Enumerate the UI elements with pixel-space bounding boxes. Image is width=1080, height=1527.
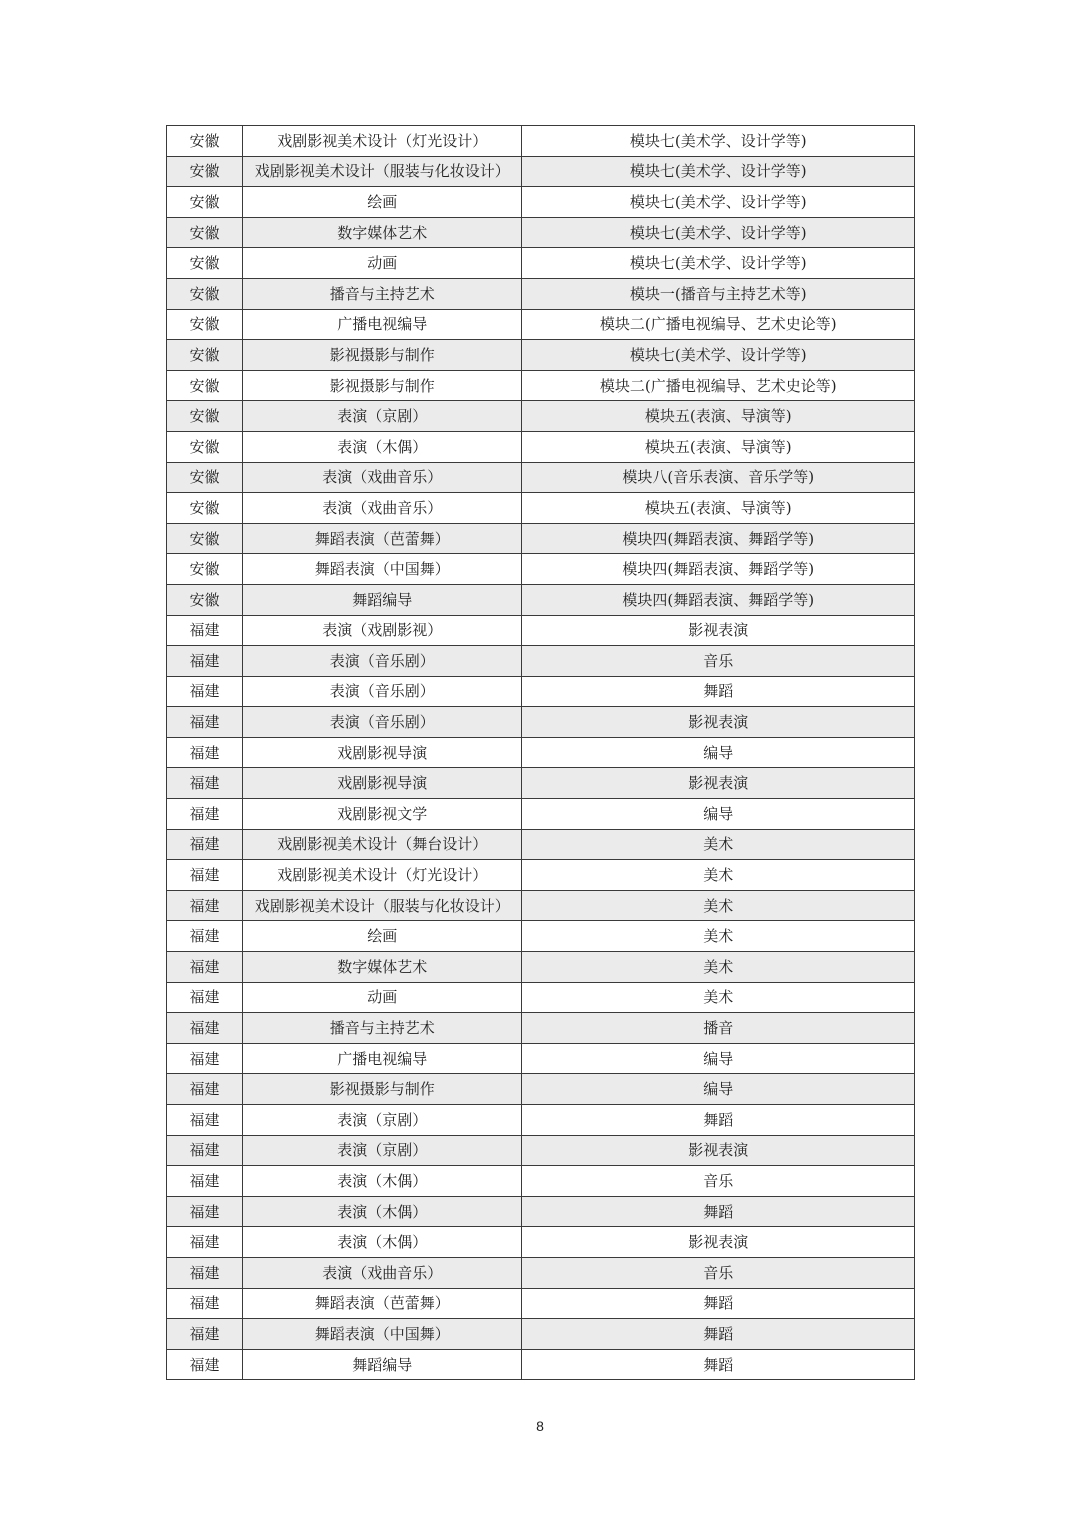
table-row (167, 1074, 915, 1105)
major-cell: 表演（音乐剧） (243, 707, 522, 738)
province-cell: 福建 (167, 829, 243, 860)
major-cell: 数字媒体艺术 (243, 217, 522, 248)
table-body (167, 126, 915, 1380)
subject-cell: 影视表演 (522, 615, 915, 646)
table-row (167, 1257, 915, 1288)
major-cell: 广播电视编导 (243, 1043, 522, 1074)
table-row (167, 523, 915, 554)
province-cell: 福建 (167, 615, 243, 646)
province-cell: 福建 (167, 676, 243, 707)
province-cell: 福建 (167, 1288, 243, 1319)
table-row (167, 615, 915, 646)
table-row (167, 278, 915, 309)
table-row (167, 1013, 915, 1044)
table-row (167, 401, 915, 432)
major-cell: 动画 (243, 248, 522, 279)
table-row (167, 1319, 915, 1350)
subject-cell: 美术 (522, 890, 915, 921)
major-cell: 戏剧影视导演 (243, 737, 522, 768)
province-cell: 安徽 (167, 309, 243, 340)
subject-cell: 舞蹈 (522, 1349, 915, 1380)
major-cell: 影视摄影与制作 (243, 1074, 522, 1105)
province-cell: 福建 (167, 1166, 243, 1197)
major-cell: 广播电视编导 (243, 309, 522, 340)
province-cell: 安徽 (167, 340, 243, 371)
major-cell: 表演（京剧） (243, 1135, 522, 1166)
province-cell: 安徽 (167, 126, 243, 157)
province-cell: 福建 (167, 768, 243, 799)
major-cell: 表演（音乐剧） (243, 676, 522, 707)
table-row (167, 952, 915, 983)
major-cell: 舞蹈表演（中国舞） (243, 554, 522, 585)
major-cell: 戏剧影视文学 (243, 799, 522, 830)
subject-cell: 音乐 (522, 646, 915, 677)
page-number: 8 (536, 1418, 544, 1434)
province-cell: 福建 (167, 952, 243, 983)
province-cell: 安徽 (167, 217, 243, 248)
province-cell: 安徽 (167, 278, 243, 309)
table-row (167, 890, 915, 921)
province-cell: 福建 (167, 707, 243, 738)
major-cell: 表演（戏曲音乐） (243, 493, 522, 524)
province-cell: 安徽 (167, 156, 243, 187)
province-cell: 安徽 (167, 401, 243, 432)
major-cell: 戏剧影视美术设计（服装与化妆设计） (243, 156, 522, 187)
subject-cell: 模块二(广播电视编导、艺术史论等) (522, 309, 915, 340)
province-cell: 福建 (167, 1196, 243, 1227)
major-cell: 播音与主持艺术 (243, 1013, 522, 1044)
major-cell: 戏剧影视美术设计（灯光设计） (243, 860, 522, 891)
major-cell: 舞蹈编导 (243, 584, 522, 615)
subject-cell: 音乐 (522, 1257, 915, 1288)
province-cell: 安徽 (167, 370, 243, 401)
table-row (167, 646, 915, 677)
province-cell: 福建 (167, 1227, 243, 1258)
major-cell: 表演（木偶） (243, 1166, 522, 1197)
subject-cell: 舞蹈 (522, 1319, 915, 1350)
table-row (167, 1043, 915, 1074)
table-row (167, 493, 915, 524)
table-row (167, 982, 915, 1013)
major-cell: 表演（木偶） (243, 1227, 522, 1258)
subject-cell: 编导 (522, 799, 915, 830)
table-row (167, 431, 915, 462)
subject-cell: 影视表演 (522, 1227, 915, 1258)
subject-cell: 模块五(表演、导演等) (522, 493, 915, 524)
major-cell: 戏剧影视美术设计（灯光设计） (243, 126, 522, 157)
subject-cell: 模块二(广播电视编导、艺术史论等) (522, 370, 915, 401)
subject-cell: 模块七(美术学、设计学等) (522, 156, 915, 187)
subject-cell: 模块一(播音与主持艺术等) (522, 278, 915, 309)
subject-cell: 影视表演 (522, 1135, 915, 1166)
subject-cell: 影视表演 (522, 707, 915, 738)
province-cell: 福建 (167, 921, 243, 952)
province-cell: 福建 (167, 1105, 243, 1136)
table-row (167, 187, 915, 218)
province-cell: 福建 (167, 737, 243, 768)
table-row (167, 340, 915, 371)
subject-cell: 模块七(美术学、设计学等) (522, 340, 915, 371)
major-cell: 舞蹈编导 (243, 1349, 522, 1380)
major-cell: 表演（戏剧影视） (243, 615, 522, 646)
table-row (167, 126, 915, 157)
table-row (167, 921, 915, 952)
major-cell: 表演（戏曲音乐） (243, 1257, 522, 1288)
table-row (167, 1166, 915, 1197)
major-cell: 播音与主持艺术 (243, 278, 522, 309)
table-row (167, 799, 915, 830)
subject-cell: 模块七(美术学、设计学等) (522, 217, 915, 248)
major-cell: 绘画 (243, 921, 522, 952)
table-row (167, 309, 915, 340)
province-cell: 福建 (167, 646, 243, 677)
subject-cell: 模块五(表演、导演等) (522, 431, 915, 462)
table-row (167, 1288, 915, 1319)
province-cell: 福建 (167, 982, 243, 1013)
major-cell: 戏剧影视美术设计（服装与化妆设计） (243, 890, 522, 921)
major-cell: 表演（京剧） (243, 401, 522, 432)
province-cell: 安徽 (167, 248, 243, 279)
major-cell: 舞蹈表演（芭蕾舞） (243, 523, 522, 554)
province-cell: 福建 (167, 890, 243, 921)
major-cell: 舞蹈表演（芭蕾舞） (243, 1288, 522, 1319)
province-cell: 安徽 (167, 431, 243, 462)
table-row (167, 737, 915, 768)
major-cell: 动画 (243, 982, 522, 1013)
table-row (167, 584, 915, 615)
subject-cell: 美术 (522, 982, 915, 1013)
province-cell: 福建 (167, 799, 243, 830)
province-cell: 福建 (167, 1319, 243, 1350)
subject-cell: 美术 (522, 921, 915, 952)
major-cell: 表演（木偶） (243, 1196, 522, 1227)
province-cell: 福建 (167, 1349, 243, 1380)
province-cell: 安徽 (167, 462, 243, 493)
table-row (167, 676, 915, 707)
subject-cell: 编导 (522, 1074, 915, 1105)
subject-cell: 模块七(美术学、设计学等) (522, 248, 915, 279)
major-subject-table (166, 125, 915, 1380)
table-row (167, 829, 915, 860)
major-cell: 绘画 (243, 187, 522, 218)
table-row (167, 768, 915, 799)
table-row (167, 860, 915, 891)
province-cell: 安徽 (167, 523, 243, 554)
major-cell: 戏剧影视导演 (243, 768, 522, 799)
subject-cell: 模块四(舞蹈表演、舞蹈学等) (522, 523, 915, 554)
subject-cell: 舞蹈 (522, 1196, 915, 1227)
major-cell: 舞蹈表演（中国舞） (243, 1319, 522, 1350)
major-cell: 戏剧影视美术设计（舞台设计） (243, 829, 522, 860)
subject-cell: 舞蹈 (522, 676, 915, 707)
major-cell: 表演（戏曲音乐） (243, 462, 522, 493)
table-row (167, 707, 915, 738)
table-row (167, 217, 915, 248)
table-row (167, 156, 915, 187)
table-row (167, 554, 915, 585)
subject-cell: 编导 (522, 1043, 915, 1074)
subject-cell: 美术 (522, 860, 915, 891)
table-row (167, 1105, 915, 1136)
subject-cell: 影视表演 (522, 768, 915, 799)
table-row (167, 1135, 915, 1166)
subject-cell: 模块七(美术学、设计学等) (522, 187, 915, 218)
subject-cell: 模块八(音乐表演、音乐学等) (522, 462, 915, 493)
province-cell: 福建 (167, 1257, 243, 1288)
major-cell: 表演（木偶） (243, 431, 522, 462)
province-cell: 福建 (167, 1135, 243, 1166)
province-cell: 安徽 (167, 554, 243, 585)
province-cell: 安徽 (167, 493, 243, 524)
major-cell: 影视摄影与制作 (243, 370, 522, 401)
table-row (167, 370, 915, 401)
province-cell: 福建 (167, 1043, 243, 1074)
table-row (167, 248, 915, 279)
subject-cell: 音乐 (522, 1166, 915, 1197)
province-cell: 安徽 (167, 187, 243, 218)
subject-cell: 播音 (522, 1013, 915, 1044)
subject-cell: 模块七(美术学、设计学等) (522, 126, 915, 157)
subject-cell: 美术 (522, 952, 915, 983)
major-cell: 数字媒体艺术 (243, 952, 522, 983)
table-row (167, 1227, 915, 1258)
province-cell: 福建 (167, 1013, 243, 1044)
table-row (167, 1349, 915, 1380)
major-cell: 表演（音乐剧） (243, 646, 522, 677)
subject-cell: 模块五(表演、导演等) (522, 401, 915, 432)
province-cell: 福建 (167, 860, 243, 891)
subject-cell: 舞蹈 (522, 1105, 915, 1136)
table-row (167, 1196, 915, 1227)
subject-cell: 模块四(舞蹈表演、舞蹈学等) (522, 584, 915, 615)
subject-cell: 美术 (522, 829, 915, 860)
table-row (167, 462, 915, 493)
province-cell: 福建 (167, 1074, 243, 1105)
subject-cell: 编导 (522, 737, 915, 768)
province-cell: 安徽 (167, 584, 243, 615)
major-cell: 表演（京剧） (243, 1105, 522, 1136)
subject-cell: 模块四(舞蹈表演、舞蹈学等) (522, 554, 915, 585)
subject-cell: 舞蹈 (522, 1288, 915, 1319)
major-cell: 影视摄影与制作 (243, 340, 522, 371)
